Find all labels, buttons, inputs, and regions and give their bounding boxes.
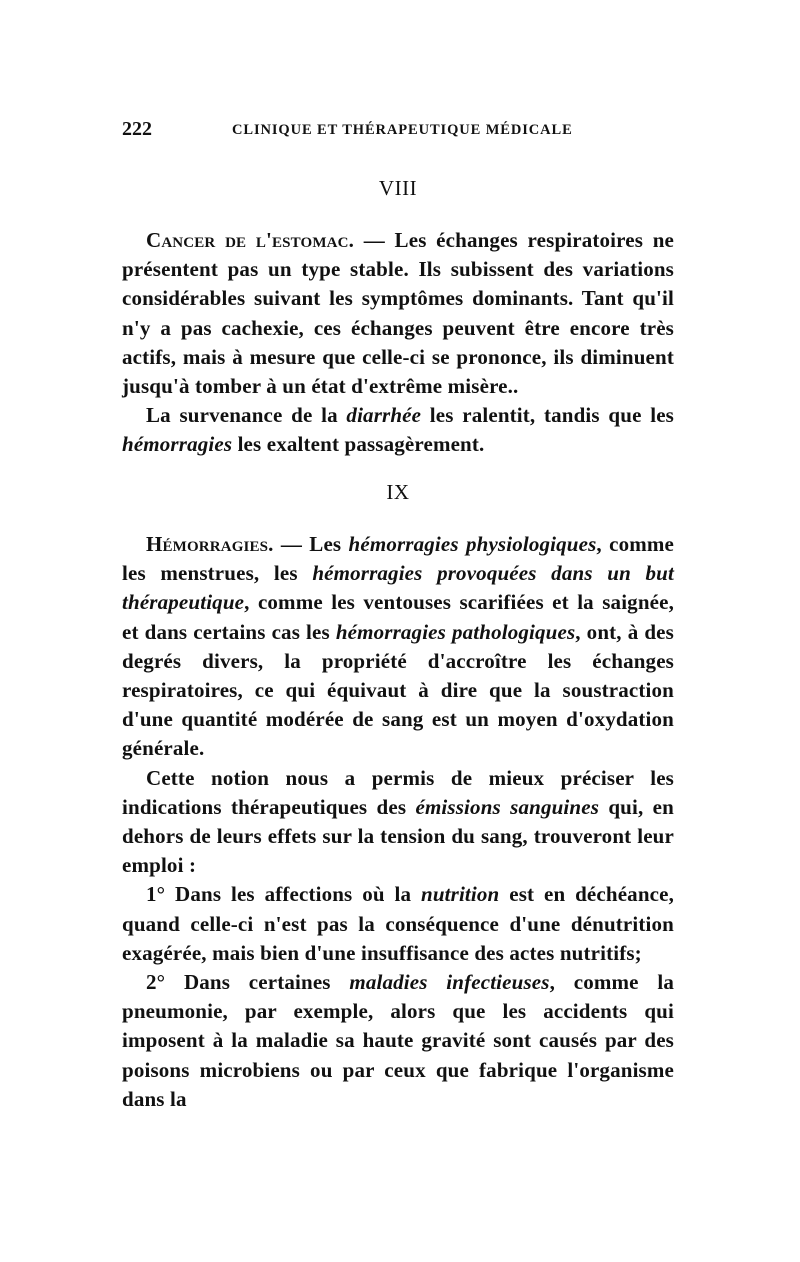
italic-term: hémorragies: [122, 432, 233, 457]
paragraph-diarrhee: [122, 401, 674, 459]
paragraph-text: , comme les ventouses scarifiées et la saignée, et dans certains cas les: [122, 590, 674, 644]
paragraph-item-1: [122, 880, 674, 968]
paragraph-text: , comme la pneumonie, par exemple, alors que les accidents qui imposent à la maladie sa haute gravité sont causés par des poisons microbiens ou par ceux que fabrique l'organisme dans la: [122, 970, 674, 1111]
paragraph-text: — Les: [273, 532, 349, 556]
italic-term: nutrition: [420, 882, 500, 907]
italic-term: hémorragies pathologiques: [335, 619, 576, 644]
page-number: 222: [122, 118, 152, 140]
italic-term: hémorragies physiologiques: [348, 532, 597, 556]
paragraph-text: — Les échanges respiratoires ne présentent pas un type stable. Ils subissent des variations considérables suivant les symptômes dominants. Tant qu'il n'y a pas cachexie, ces échanges peuvent être encore très actifs, mais à mesure que celle-ci se prononce, ils diminuent jusqu'à tomber à un état d'extrême misère..: [122, 228, 675, 399]
paragraph-lead: Cancer de l'estomac.: [146, 228, 355, 252]
paragraph-text: 2° Dans certaines: [146, 970, 350, 995]
paragraph-text: La survenance de la: [146, 403, 347, 428]
italic-term: émissions sanguines: [415, 794, 600, 819]
paragraph-notion: [122, 764, 674, 881]
paragraph-item-2: [122, 968, 674, 1114]
paragraph-text: qui, en dehors de leurs effets sur la tension du sang, trouveront leur emploi :: [122, 794, 674, 878]
paragraph-cancer-estomac: [122, 226, 674, 401]
section-heading-ix: IX: [386, 480, 410, 504]
section-ix-body: [122, 530, 674, 1114]
italic-term: diarrhée: [346, 403, 422, 428]
paragraph-text: est en déchéance, quand celle-ci n'est pas la conséquence d'une dénutrition exagérée, mais bien d'une insuffisance des actes nutritifs;: [122, 882, 674, 965]
italic-term: maladies infectieuses: [349, 970, 550, 995]
paragraph-text: , ont, à des degrés divers, la propriété d'accroître les échanges respiratoires, ce qui équivaut à dire que la soustraction d'une quantité modérée de sang est un moyen d'oxydation générale.: [122, 619, 674, 761]
running-title: CLINIQUE ET THÉRAPEUTIQUE MÉDICALE: [232, 122, 573, 138]
paragraph-hemorragies: [122, 530, 674, 764]
paragraph-text: 1° Dans les affections où la: [146, 882, 421, 907]
running-head: [122, 118, 682, 144]
italic-term: hémorragies provoquées dans un but thérapeutique: [122, 561, 674, 615]
paragraph-text: les ralentit, tandis que les: [421, 403, 674, 428]
section-heading-viii: VIII: [378, 176, 418, 200]
section-viii-body: [122, 226, 674, 460]
paragraph-text: Cette notion nous a permis de mieux préciser les indications thérapeutiques des: [122, 765, 674, 819]
paragraph-text: , comme les menstrues, les: [122, 532, 674, 586]
paragraph-lead: Hémorragies.: [146, 532, 274, 556]
paragraph-text: les exaltent passagèrement.: [232, 432, 485, 457]
